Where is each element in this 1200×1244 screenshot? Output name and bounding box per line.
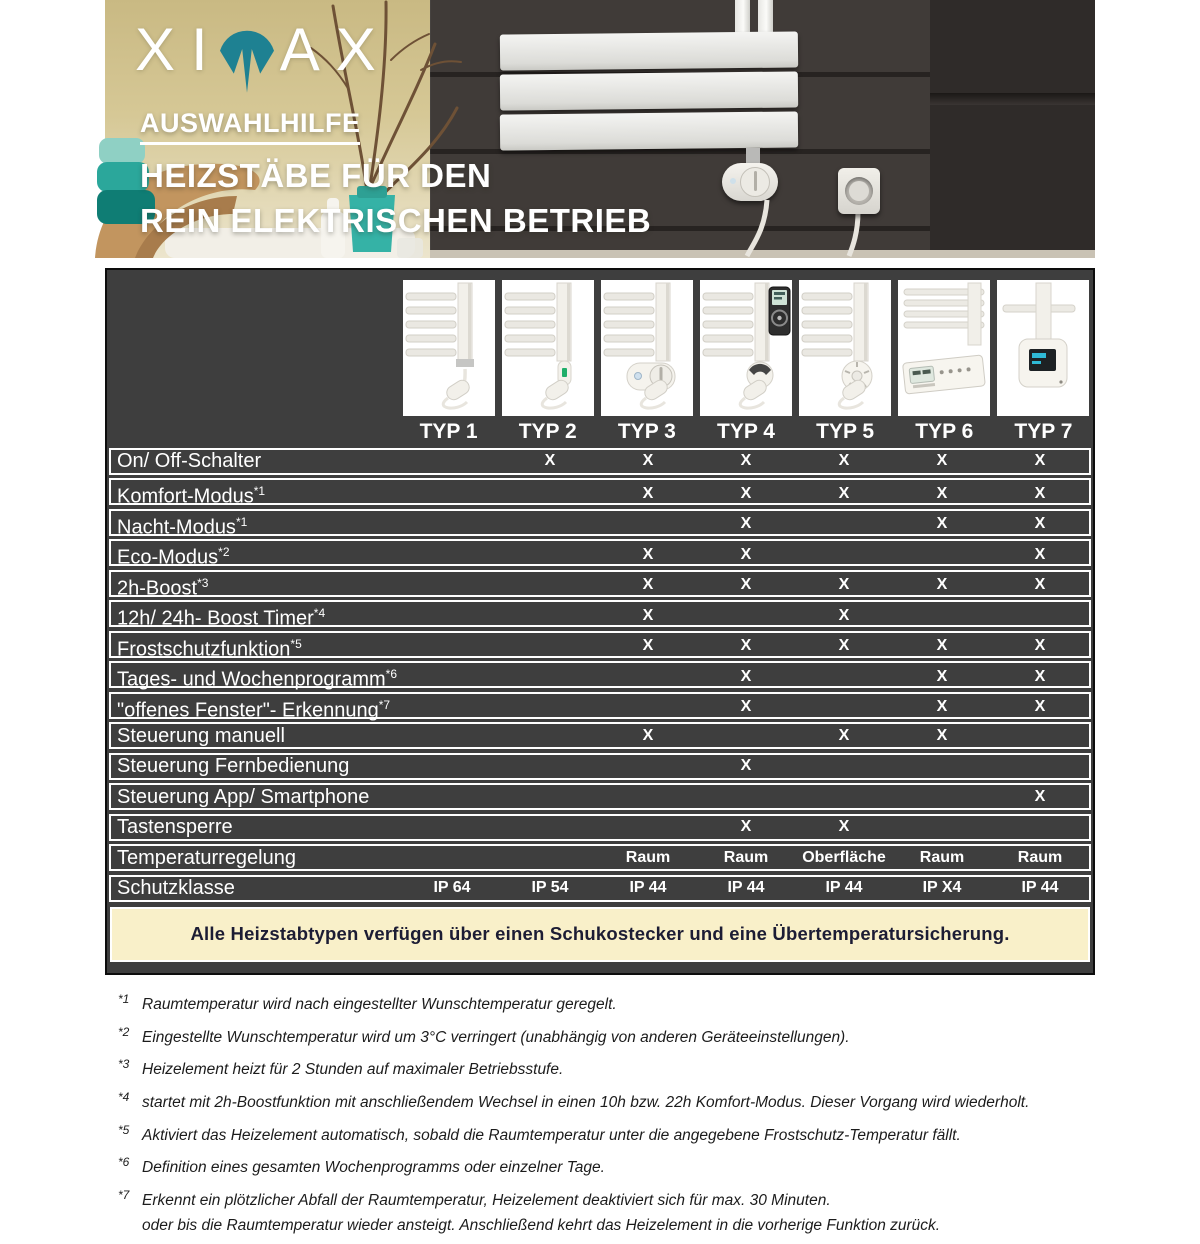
radiator-led-element-image bbox=[502, 280, 594, 416]
cell-typ-6: Raum bbox=[919, 848, 965, 866]
cell-typ-1: IP 64 bbox=[433, 879, 471, 896]
cell-typ-6: IP X4 bbox=[922, 879, 962, 896]
cell-typ-3: X bbox=[642, 452, 654, 469]
cell-typ-6: X bbox=[936, 515, 948, 533]
footnote-text: Definition eines gesamten Wochenprogramms oder einzelner Tage. bbox=[142, 1159, 605, 1177]
cell-typ-5: X bbox=[838, 818, 850, 835]
cell-typ-4: X bbox=[740, 515, 752, 533]
cell-typ-2: X bbox=[544, 452, 556, 469]
cell-typ-6: X bbox=[936, 452, 948, 469]
cell-typ-3: Raum bbox=[625, 848, 671, 866]
radiator-dial-unit-image bbox=[601, 280, 693, 416]
footnote-marker: *3 bbox=[118, 1057, 130, 1072]
footer-note-text: Alle Heizstabtypen verfügen über einen Schukostecker und eine Übertemperatursicherung. bbox=[190, 923, 1010, 944]
ximax-logo bbox=[135, 12, 392, 94]
logo-text-xi: XI bbox=[135, 16, 224, 83]
radiator-smart-box-image bbox=[997, 280, 1089, 416]
cell-typ-4: X bbox=[740, 545, 752, 563]
row-label: Steuerung App/ Smartphone bbox=[117, 785, 370, 808]
cell-typ-7: X bbox=[1034, 667, 1046, 685]
cell-typ-4: X bbox=[740, 576, 752, 594]
cell-typ-4: X bbox=[740, 818, 752, 835]
radiator-control-panel-image bbox=[898, 280, 990, 416]
cell-typ-6: X bbox=[936, 667, 948, 685]
footnote-marker: *1 bbox=[118, 992, 130, 1006]
cell-typ-3: IP 44 bbox=[629, 879, 667, 896]
footnote-marker: *4 bbox=[313, 606, 326, 620]
footnote-text: Raumtemperatur wird nach eingestellter Wunschtemperatur geregelt. bbox=[142, 996, 617, 1014]
cell-typ-3: X bbox=[642, 606, 654, 624]
wall-socket bbox=[838, 168, 880, 214]
cell-typ-4: X bbox=[740, 637, 752, 655]
cell-typ-3: X bbox=[642, 726, 654, 744]
footnote-text: Aktiviert das Heizelement automatisch, sobald die Raumtemperatur unter die angegebene Frostschutz-Temperatur fällt. bbox=[142, 1126, 961, 1144]
footnote-text: Eingestellte Wunschtemperatur wird um 3°C verringert (unabhängig von anderen Geräteeinstellungen). bbox=[142, 1028, 850, 1046]
table-header-row bbox=[107, 270, 1093, 444]
footnote-marker: *6 bbox=[385, 667, 397, 681]
cell-typ-4: Raum bbox=[723, 848, 769, 866]
cell-typ-3: X bbox=[642, 637, 654, 655]
cell-typ-4: X bbox=[740, 484, 752, 502]
row-label: Steuerung Fernbedienung bbox=[117, 755, 350, 777]
cell-typ-4: IP 44 bbox=[727, 879, 765, 896]
column-typ-5 bbox=[796, 280, 895, 444]
row-label: Frostschutzfunktion$^{*5}$ bbox=[117, 636, 302, 661]
cell-typ-6: X bbox=[936, 576, 948, 594]
table-row bbox=[109, 692, 1091, 722]
comparison-table bbox=[105, 268, 1095, 975]
footnote-marker: *5 bbox=[290, 636, 302, 651]
typ-label-6: TYP 6 bbox=[915, 420, 974, 443]
footnote bbox=[118, 1121, 1103, 1145]
table-row bbox=[109, 478, 1091, 508]
cell-typ-7: X bbox=[1034, 515, 1046, 533]
row-label: Schutzklasse bbox=[117, 877, 235, 899]
cell-typ-4: X bbox=[740, 757, 752, 774]
column-typ-7 bbox=[994, 280, 1093, 444]
table-row bbox=[109, 570, 1091, 600]
typ-label-1: TYP 1 bbox=[419, 420, 478, 443]
hero-titles bbox=[140, 108, 651, 243]
row-label: Nacht-Modus$^{*1}$ bbox=[117, 514, 248, 539]
table-row bbox=[109, 631, 1091, 661]
cell-typ-7: X bbox=[1034, 787, 1046, 805]
cell-typ-4: X bbox=[740, 667, 752, 685]
cell-typ-6: X bbox=[936, 637, 948, 655]
table-rows bbox=[107, 448, 1093, 902]
row-label: Tastensperre bbox=[117, 816, 233, 838]
radiator-plug-only-image bbox=[403, 280, 495, 416]
cell-typ-3: X bbox=[642, 576, 654, 594]
footnote-marker: *1 bbox=[235, 514, 248, 529]
row-label: On/ Off-Schalter bbox=[117, 450, 262, 472]
table-row bbox=[109, 753, 1091, 780]
footnote bbox=[118, 990, 1103, 1014]
cell-typ-5: X bbox=[838, 452, 850, 469]
footnote-text: startet mit 2h-Boostfunktion mit anschließendem Wechsel in einen 10h bzw. 22h Komfort-Modus. Dieser Vorgang wird wiederholt. bbox=[142, 1094, 1030, 1112]
column-typ-4 bbox=[696, 280, 795, 444]
row-label: Tages- und Wochenprogramm$^{*6}$ bbox=[117, 667, 397, 691]
hero-title-line2: REIN ELEKTRISCHEN BETRIEB bbox=[140, 202, 652, 239]
table-row bbox=[109, 600, 1091, 630]
typ-label-7: TYP 7 bbox=[1014, 420, 1073, 443]
schuko-plug bbox=[849, 181, 869, 201]
cell-typ-3: X bbox=[642, 484, 654, 502]
column-typ-3 bbox=[597, 280, 696, 444]
table-row bbox=[109, 722, 1091, 749]
cell-typ-7: X bbox=[1034, 637, 1046, 655]
column-typ-6 bbox=[895, 280, 994, 444]
cell-typ-6: X bbox=[936, 726, 948, 744]
radiator-remote-control-image bbox=[700, 280, 792, 416]
table-row bbox=[109, 875, 1091, 902]
ximax-logo-m-icon bbox=[216, 16, 278, 94]
footnote-marker: *2 bbox=[218, 545, 230, 559]
footnote-marker: *3 bbox=[197, 575, 209, 590]
hero-subtitle: AUSWAHLHILFE bbox=[140, 108, 360, 145]
cell-typ-5: X bbox=[838, 606, 850, 624]
column-typ-2 bbox=[498, 280, 597, 444]
column-typ-1 bbox=[399, 280, 498, 444]
cell-typ-4: X bbox=[740, 452, 752, 469]
cell-typ-6: X bbox=[936, 484, 948, 502]
typ-label-3: TYP 3 bbox=[617, 420, 676, 443]
footnotes-section bbox=[118, 990, 1103, 1244]
table-row bbox=[109, 448, 1091, 475]
cell-typ-6: X bbox=[936, 698, 948, 716]
row-label: "offenes Fenster"- Erkennung$^{*7}$ bbox=[117, 697, 391, 722]
footnote-marker: *2 bbox=[118, 1024, 130, 1039]
cell-typ-7: IP 44 bbox=[1021, 879, 1059, 896]
footnote bbox=[118, 1023, 1103, 1047]
footnote-marker: *1 bbox=[253, 484, 266, 498]
header-spacer bbox=[107, 280, 399, 444]
typ-label-5: TYP 5 bbox=[816, 420, 875, 443]
cell-typ-5: X bbox=[838, 637, 850, 655]
cell-typ-5: IP 44 bbox=[825, 879, 863, 896]
table-row bbox=[109, 509, 1091, 539]
cell-typ-5: Oberfläche bbox=[802, 848, 886, 866]
cell-typ-5: X bbox=[838, 576, 850, 594]
footnote-marker: *4 bbox=[118, 1089, 130, 1104]
cell-typ-5: X bbox=[838, 484, 850, 502]
table-row bbox=[109, 783, 1091, 810]
footnote bbox=[118, 1186, 1103, 1235]
row-label: 2h-Boost$^{*3}$ bbox=[117, 575, 209, 600]
row-label: Eco-Modus$^{*2}$ bbox=[117, 545, 230, 569]
row-label: Komfort-Modus$^{*1}$ bbox=[117, 484, 266, 508]
footnote-marker: *7 bbox=[118, 1187, 130, 1202]
footnote-text: Erkennt ein plötzlicher Abfall der Raumtemperatur, Heizelement deaktiviert sich für max. 30 Minuten. bbox=[142, 1192, 831, 1210]
footnote-marker: *7 bbox=[378, 697, 391, 712]
cell-typ-7: X bbox=[1034, 698, 1046, 716]
table-row bbox=[109, 539, 1091, 569]
cell-typ-7: X bbox=[1034, 576, 1046, 594]
table-row bbox=[109, 844, 1091, 871]
table-row bbox=[109, 661, 1091, 691]
row-label: Steuerung manuell bbox=[117, 724, 285, 747]
cell-typ-5: X bbox=[838, 726, 850, 744]
footnote bbox=[118, 1088, 1103, 1112]
row-label: Temperaturregelung bbox=[117, 846, 296, 869]
hero-banner bbox=[105, 0, 1095, 258]
cell-typ-7: X bbox=[1034, 545, 1046, 563]
cell-typ-3: X bbox=[642, 545, 654, 563]
logo-text-ax: AX bbox=[279, 16, 392, 83]
table-row bbox=[109, 814, 1091, 841]
cell-typ-7: X bbox=[1034, 484, 1046, 502]
cell-typ-7: Raum bbox=[1017, 848, 1063, 866]
footnote bbox=[118, 1153, 1103, 1177]
footnote-marker: *5 bbox=[118, 1122, 130, 1137]
radiator-knob-thermostat-image bbox=[799, 280, 891, 416]
row-label: 12h/ 24h- Boost Timer$^{*4}$ bbox=[117, 606, 326, 630]
cell-typ-7: X bbox=[1034, 452, 1046, 469]
typ-label-2: TYP 2 bbox=[518, 420, 577, 443]
cell-typ-4: X bbox=[740, 698, 752, 716]
footnote-marker: *6 bbox=[118, 1155, 130, 1170]
footnote bbox=[118, 1055, 1103, 1079]
footnote-text-continued: oder bis die Raumtemperatur wieder ansteigt. Anschließend kehrt das Heizelement in die vorherige Funktion zurück. bbox=[142, 1217, 941, 1235]
table-footer-bar bbox=[110, 907, 1090, 962]
typ-label-4: TYP 4 bbox=[717, 420, 775, 443]
hero-title-line1: HEIZSTÄBE FÜR DEN bbox=[140, 157, 492, 194]
cell-typ-2: IP 54 bbox=[531, 879, 569, 896]
footnote-text: Heizelement heizt für 2 Stunden auf maximaler Betriebsstufe. bbox=[142, 1061, 564, 1079]
